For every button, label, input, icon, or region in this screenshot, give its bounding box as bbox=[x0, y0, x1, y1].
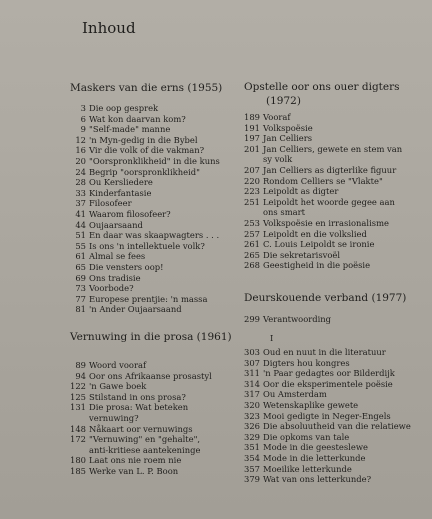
page-number: 307 bbox=[244, 357, 260, 368]
toc-entry bbox=[70, 392, 212, 403]
entry-title: 'n Paar gedagtes oor Bilderdijk bbox=[263, 368, 395, 379]
toc-entry bbox=[70, 371, 212, 382]
part-marker: I bbox=[270, 333, 274, 343]
page-number: 185 bbox=[70, 465, 86, 476]
section-title-maskers: Maskers van die erns (1955) bbox=[70, 82, 223, 94]
page-number: 65 bbox=[75, 261, 86, 272]
entry-title: Nåkaart oor vernuwings bbox=[89, 423, 193, 434]
toc-entry bbox=[70, 424, 212, 435]
page-number: 180 bbox=[70, 455, 86, 466]
entry-title: Die absoluutheid van die relatiewe bbox=[263, 421, 411, 432]
entry-title: Volkspoësie bbox=[263, 122, 313, 133]
entry-title: Leipoldt en die volkslied bbox=[263, 228, 367, 239]
page-number: 379 bbox=[244, 474, 260, 485]
entry-title: Leipoldt het woorde gegee aan bbox=[263, 196, 395, 207]
entry-title: Laat ons nie roem nie bbox=[89, 455, 182, 466]
toc-entry bbox=[244, 379, 411, 390]
toc-entry bbox=[244, 186, 402, 197]
toc-entry bbox=[244, 123, 402, 134]
page-number: 220 bbox=[244, 175, 260, 186]
toc-entry bbox=[244, 421, 411, 432]
toc-entry bbox=[244, 239, 402, 250]
page-number: 94 bbox=[75, 370, 86, 381]
toc-entry bbox=[244, 218, 402, 229]
toc-entry bbox=[244, 197, 402, 208]
page-number: 125 bbox=[70, 391, 86, 402]
page-number: 191 bbox=[244, 122, 260, 133]
entry-title: Jan Celliers bbox=[263, 133, 313, 144]
page-number: 89 bbox=[75, 360, 86, 370]
page-number: 16 bbox=[75, 145, 86, 156]
entry-title: Ons tradisie bbox=[89, 272, 141, 283]
entry-title: anti-kritiese aantekeninge bbox=[89, 444, 201, 455]
page-number: 51 bbox=[75, 230, 86, 241]
page-number: 28 bbox=[75, 177, 86, 188]
toc-entry bbox=[70, 103, 220, 114]
entry-title: Verantwoording bbox=[263, 314, 332, 324]
page-number: 73 bbox=[75, 283, 86, 294]
toc-entry bbox=[70, 434, 212, 445]
entry-title: Die vensters oop! bbox=[89, 261, 164, 272]
toc-entry bbox=[70, 381, 212, 392]
toc-entry bbox=[70, 273, 220, 284]
toc-entry bbox=[70, 230, 220, 241]
entry-title: Almal se fees bbox=[89, 251, 146, 262]
toc-entry bbox=[70, 360, 212, 371]
entry-title: Geestigheid in die poësie bbox=[263, 260, 371, 271]
page-number: 3 bbox=[80, 103, 86, 113]
page-number: 320 bbox=[244, 399, 260, 410]
page-number: 148 bbox=[70, 423, 86, 434]
entry-title: Oor ons Afrikaanse prosastyl bbox=[89, 370, 212, 381]
toc-entry bbox=[70, 209, 220, 220]
toc-entry bbox=[70, 198, 220, 209]
entry-title: sy volk bbox=[263, 154, 293, 165]
entry-title: Werke van L. P. Boon bbox=[89, 465, 179, 476]
toc-entry bbox=[244, 474, 411, 485]
toc-list-opstelle bbox=[244, 112, 402, 271]
page-number: 81 bbox=[75, 304, 86, 315]
entry-title: Die sekretarisvoël bbox=[263, 249, 341, 260]
toc-entry bbox=[70, 220, 220, 231]
entry-title: Filosofeer bbox=[89, 198, 132, 209]
page-number: 317 bbox=[244, 389, 260, 400]
page-number: 257 bbox=[244, 228, 260, 239]
toc-entry bbox=[70, 177, 220, 188]
toc-entry bbox=[70, 167, 220, 178]
entry-title: 'n Gawe boek bbox=[89, 381, 147, 392]
toc-entry bbox=[70, 402, 212, 413]
entry-title: Mode in die geesteslewe bbox=[263, 442, 368, 453]
toc-entry bbox=[70, 466, 212, 477]
entry-title: Jan Celliers, gewete en stem van bbox=[263, 143, 403, 154]
page-number: 314 bbox=[244, 378, 260, 389]
entry-title: Ou Kersliedere bbox=[89, 177, 153, 188]
entry-title: Wetenskaplike gewete bbox=[263, 399, 359, 410]
page-number: 265 bbox=[244, 249, 260, 260]
page-number: 12 bbox=[75, 134, 86, 145]
page-number: 122 bbox=[70, 381, 86, 392]
page-number: 251 bbox=[244, 196, 260, 207]
toc-list-maskers bbox=[70, 103, 220, 315]
toc-entry bbox=[244, 112, 402, 123]
entry-title: Vooraf bbox=[263, 112, 291, 122]
page-number: 253 bbox=[244, 217, 260, 228]
entry-title: Oujaarsaand bbox=[89, 219, 143, 230]
entry-title: Vir die volk of die vakman? bbox=[89, 145, 205, 156]
entry-title: Waarom filosofeer? bbox=[89, 208, 171, 219]
entry-title: Europese prentjie: 'n massa bbox=[89, 293, 208, 304]
entry-title: Oor die eksperimentele poësie bbox=[263, 378, 393, 389]
entry-title: Woord vooraf bbox=[89, 360, 147, 370]
toc-entry bbox=[244, 453, 411, 464]
toc-entry bbox=[244, 400, 411, 411]
toc-entry bbox=[244, 176, 402, 187]
toc-entry bbox=[244, 411, 411, 422]
section-title-vernuwing: Vernuwing in die prosa (1961) bbox=[70, 331, 232, 343]
section-title-opstelle-line1: Opstelle oor ons ouer digters bbox=[244, 81, 400, 93]
entry-title: Is ons 'n intellektuele volk? bbox=[89, 240, 205, 251]
toc-entry bbox=[70, 455, 212, 466]
toc-entry bbox=[244, 368, 411, 379]
entry-title: Mooi gedigte in Neger-Engels bbox=[263, 410, 391, 421]
toc-entry bbox=[244, 207, 402, 218]
entry-title: Wat van ons letterkunde? bbox=[263, 474, 372, 485]
toc-entry bbox=[244, 250, 402, 261]
entry-title: Die prosa: Wat beteken bbox=[89, 402, 189, 413]
toc-entry bbox=[70, 156, 220, 167]
entry-title: Kinderfantasie bbox=[89, 187, 152, 198]
entry-title: Die opkoms van tale bbox=[263, 431, 350, 442]
entry-title: Voorbode? bbox=[89, 283, 134, 294]
toc-entry bbox=[70, 283, 220, 294]
section-title-opstelle-line2: (1972) bbox=[266, 95, 301, 107]
entry-title: Moeilike letterkunde bbox=[263, 463, 352, 474]
entry-title: Leipoldt as digter bbox=[263, 186, 339, 197]
page-number: 189 bbox=[244, 112, 260, 122]
toc-entry bbox=[70, 251, 220, 262]
page-title: Inhoud bbox=[82, 19, 136, 37]
entry-title: Mode in die letterkunde bbox=[263, 452, 366, 463]
page-number: 223 bbox=[244, 186, 260, 197]
page-number: 299 bbox=[244, 314, 260, 324]
page-number: 131 bbox=[70, 402, 86, 413]
entry-title: Begrip "oorspronklikheid" bbox=[89, 166, 200, 177]
toc-entry bbox=[244, 260, 402, 271]
toc-entry bbox=[70, 188, 220, 199]
entry-title: Die oop gesprek bbox=[89, 103, 159, 113]
page-number: 197 bbox=[244, 133, 260, 144]
toc-list-deurskouende bbox=[244, 347, 411, 485]
toc-entry bbox=[70, 262, 220, 273]
page-number: 311 bbox=[244, 368, 260, 379]
page-number: 201 bbox=[244, 143, 260, 154]
entry-title: En daar was skaapwagters . . . bbox=[89, 230, 220, 241]
entry-title: "Vernuwing" en "gehalte", bbox=[89, 434, 201, 445]
toc-entry bbox=[70, 135, 220, 146]
page-number: 20 bbox=[75, 155, 86, 166]
entry-title: Rondom Celliers se "Vlakte" bbox=[263, 175, 383, 186]
page-number: 33 bbox=[75, 187, 86, 198]
entry-title: ons smart bbox=[263, 207, 305, 218]
page-number: 172 bbox=[70, 434, 86, 445]
toc-entry bbox=[70, 124, 220, 135]
toc-entry bbox=[244, 165, 402, 176]
page-number: 323 bbox=[244, 410, 260, 421]
page-number: 268 bbox=[244, 260, 260, 271]
page-number: 351 bbox=[244, 442, 260, 453]
entry-title: C. Louis Leipoldt se ironie bbox=[263, 239, 375, 250]
page-number: 261 bbox=[244, 239, 260, 250]
entry-title: Ou Amsterdam bbox=[263, 389, 327, 400]
toc-entry bbox=[70, 413, 212, 424]
page-number: 303 bbox=[244, 347, 260, 357]
page-number: 69 bbox=[75, 272, 86, 283]
toc-list-vernuwing bbox=[70, 360, 212, 477]
page-number: 6 bbox=[80, 113, 86, 124]
toc-entry bbox=[244, 154, 402, 165]
toc-entry bbox=[244, 347, 411, 358]
page-number: 55 bbox=[75, 240, 86, 251]
page-number: 326 bbox=[244, 421, 260, 432]
entry-title: vernuwing? bbox=[89, 412, 139, 423]
page-number: 9 bbox=[80, 124, 86, 135]
toc-entry bbox=[244, 442, 411, 453]
section-title-deurskouende: Deurskouende verband (1977) bbox=[244, 292, 407, 304]
toc-entry bbox=[70, 145, 220, 156]
entry-title: Jan Celliers as digterlike figuur bbox=[263, 164, 397, 175]
page-number: 24 bbox=[75, 166, 86, 177]
page-number: 207 bbox=[244, 164, 260, 175]
page-number: 41 bbox=[75, 208, 86, 219]
page-number: 354 bbox=[244, 452, 260, 463]
entry-title: "Self-made" manne bbox=[89, 124, 171, 135]
toc-entry bbox=[70, 114, 220, 125]
entry-title: Oud en nuut in die literatuur bbox=[263, 347, 386, 357]
page-number: 77 bbox=[75, 293, 86, 304]
entry-title: Volkspoësie en irrasionalisme bbox=[263, 217, 389, 228]
entry-title: Wat kon daarvan kom? bbox=[89, 113, 186, 124]
entry-title: Stilstand in ons prosa? bbox=[89, 391, 186, 402]
entry-title: 'n Ander Oujaarsaand bbox=[89, 304, 182, 315]
page-number: 44 bbox=[75, 219, 86, 230]
page-number: 357 bbox=[244, 463, 260, 474]
entry-title: "Oorspronklikheid" in die kuns bbox=[89, 155, 220, 166]
toc-entry bbox=[244, 314, 424, 325]
toc-entry bbox=[244, 144, 402, 155]
toc-entry bbox=[244, 133, 402, 144]
toc-entry bbox=[70, 294, 220, 305]
toc-entry bbox=[244, 464, 411, 475]
toc-entry bbox=[70, 445, 212, 456]
toc-entry bbox=[70, 304, 220, 315]
entry-title: 'n Myn-gedig in die Bybel bbox=[89, 134, 198, 145]
page-number: 61 bbox=[75, 251, 86, 262]
toc-entry bbox=[244, 229, 402, 240]
page-number: 37 bbox=[75, 198, 86, 209]
toc-entry bbox=[244, 358, 411, 369]
toc-entry bbox=[70, 241, 220, 252]
entry-title: Digters hou kongres bbox=[263, 357, 350, 368]
page-number: 329 bbox=[244, 431, 260, 442]
toc-entry bbox=[244, 432, 411, 443]
toc-entry bbox=[244, 389, 411, 400]
